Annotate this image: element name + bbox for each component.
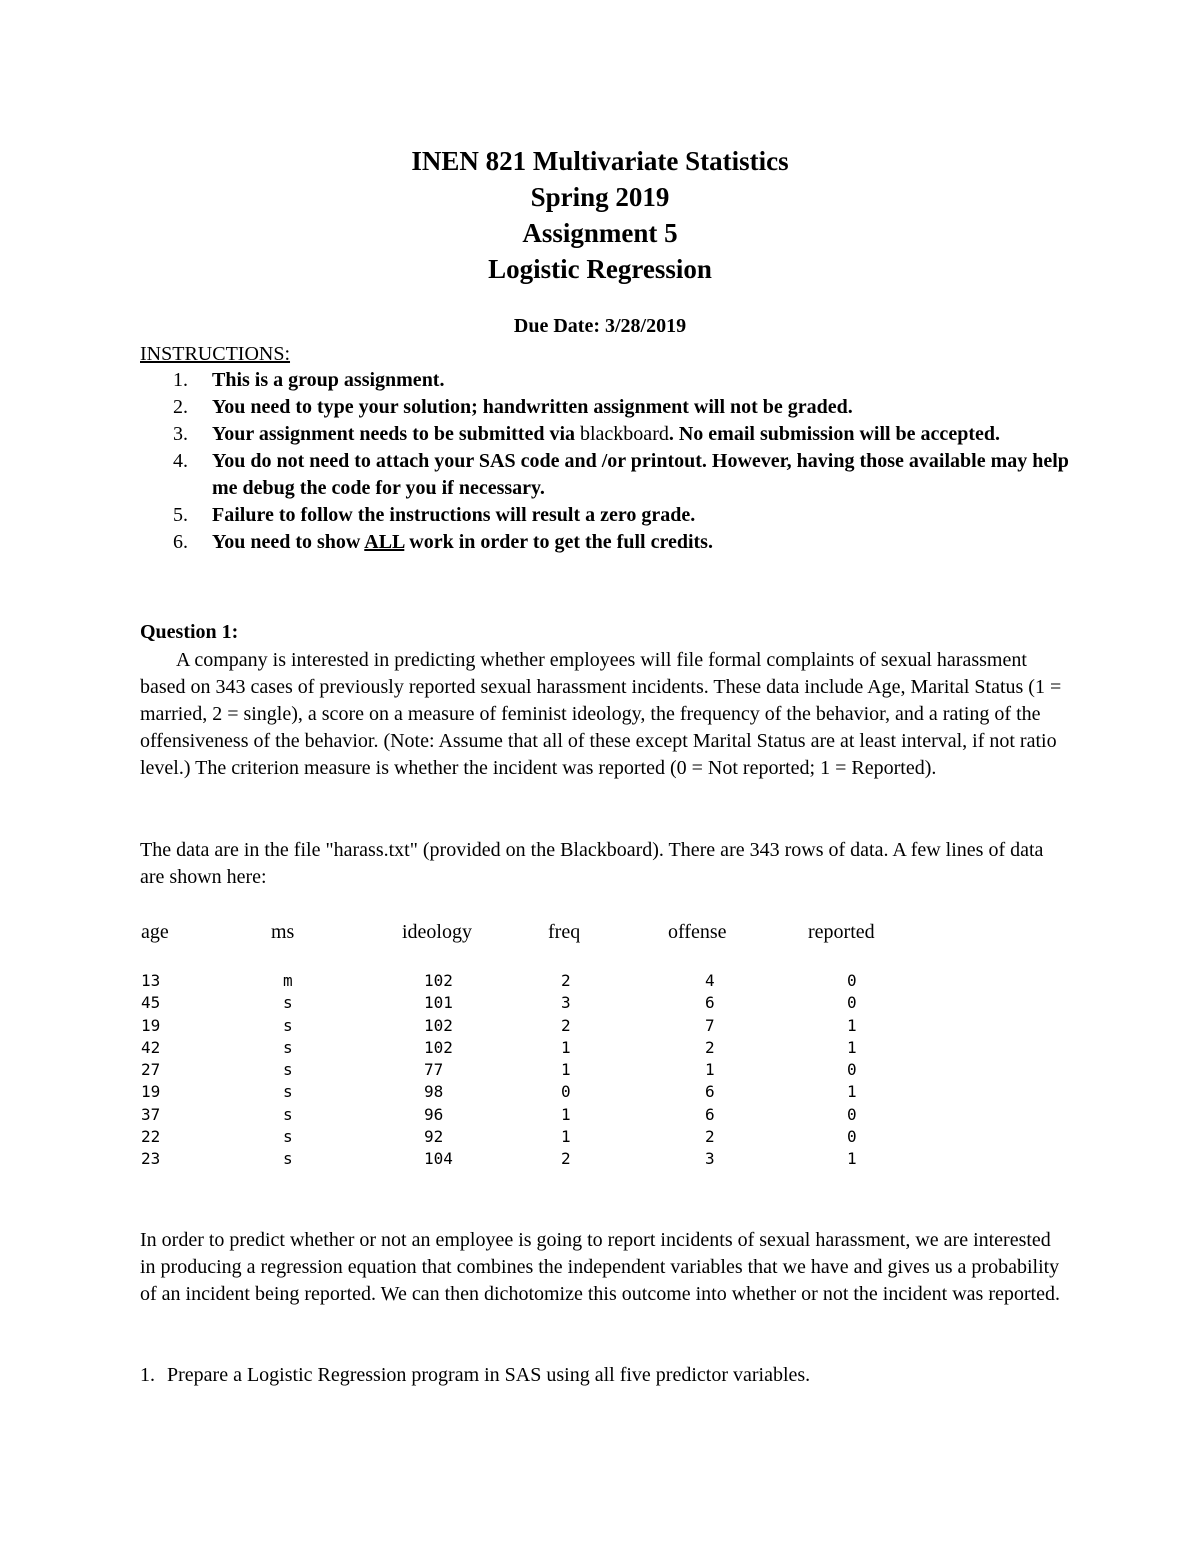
question-paragraph: A company is interested in predicting whether employees will file formal complaints of sexual harassment based on 343 cases of previously reported sexual harassment incidents. These data include Age, Marital Status (1 = married, 2 = single), a score on a measure of feminist ideology, the frequency of the behavior, and a rating of the offensiveness of the behavior. (Note: Assume that all of these except Marital Status are at least interval, if not ratio level.) The criterion measure is whether the incident was reported (0 = Not reported; 1 = Reported). bbox=[140, 649, 1062, 779]
table-row: 13 m 102 2 4 0 bbox=[141, 971, 857, 990]
instruction-item: 1. This is a group assignment. bbox=[173, 369, 445, 391]
table-row: 22 s 92 1 2 0 bbox=[141, 1127, 857, 1147]
data-table-body bbox=[0, 970, 1200, 1171]
instruction-item: 5. Failure to follow the instructions will result a zero grade. bbox=[173, 504, 696, 526]
table-row: 19 s 98 0 6 1 bbox=[141, 1082, 857, 1102]
question-heading: Question 1: bbox=[140, 621, 239, 643]
task-item: 1. Prepare a Logistic Regression program in SAS using all five predictor variables. bbox=[140, 1364, 811, 1386]
table-row: 37 s 96 1 6 0 bbox=[141, 1104, 857, 1124]
instruction-item: 6. You need to show ALL work in order to get the full credits. bbox=[173, 531, 713, 553]
data-description: The data are in the file "harass.txt" (provided on the Blackboard). There are 343 rows of data. A few lines of data are shown here: bbox=[140, 839, 1044, 888]
column-header: reported bbox=[808, 921, 875, 943]
instructions-heading: INSTRUCTIONS: bbox=[140, 343, 291, 365]
table-row: 23 s 104 2 3 1 bbox=[141, 1149, 857, 1169]
instruction-item: 2. You need to type your solution; handwritten assignment will not be graded. bbox=[173, 396, 853, 418]
due-date: Due Date: 3/28/2019 bbox=[513, 315, 687, 337]
prediction-paragraph: In order to predict whether or not an employee is going to report incidents of sexual harassment, we are interested in producing a regression equation that combines the independent variables that we have and gives us a probability of an incident being reported. We can then dichotomize this outcome into whether or not the incident was reported. bbox=[140, 1229, 1060, 1305]
column-header: ms bbox=[271, 921, 295, 943]
task-list bbox=[140, 1362, 810, 1389]
table-row: 42 s 102 1 2 1 bbox=[141, 1037, 857, 1057]
instruction-item: 3. Your assignment needs to be submitted via blackboard. No email submission will be accepted. bbox=[173, 423, 1000, 445]
table-row: 27 s 77 1 1 0 bbox=[141, 1060, 857, 1080]
assignment-title: Assignment 5 bbox=[522, 218, 678, 248]
course-title: INEN 821 Multivariate Statistics bbox=[411, 146, 789, 176]
table-row: 19 s 102 2 7 1 bbox=[141, 1015, 857, 1035]
topic-title: Logistic Regression bbox=[488, 254, 712, 284]
column-header: offense bbox=[668, 921, 727, 943]
instruction-item: 4. You do not need to attach your SAS code and /or printout. However, having those available may help me debug the code for you if necessary. bbox=[173, 450, 1069, 499]
column-header: freq bbox=[548, 921, 581, 943]
column-header: age bbox=[141, 921, 169, 943]
data-table-header bbox=[0, 917, 1200, 947]
instructions-list bbox=[140, 367, 1080, 556]
table-row: 45 s 101 3 6 0 bbox=[141, 993, 857, 1013]
term-title: Spring 2019 bbox=[530, 182, 670, 212]
column-header: ideology bbox=[402, 921, 472, 943]
